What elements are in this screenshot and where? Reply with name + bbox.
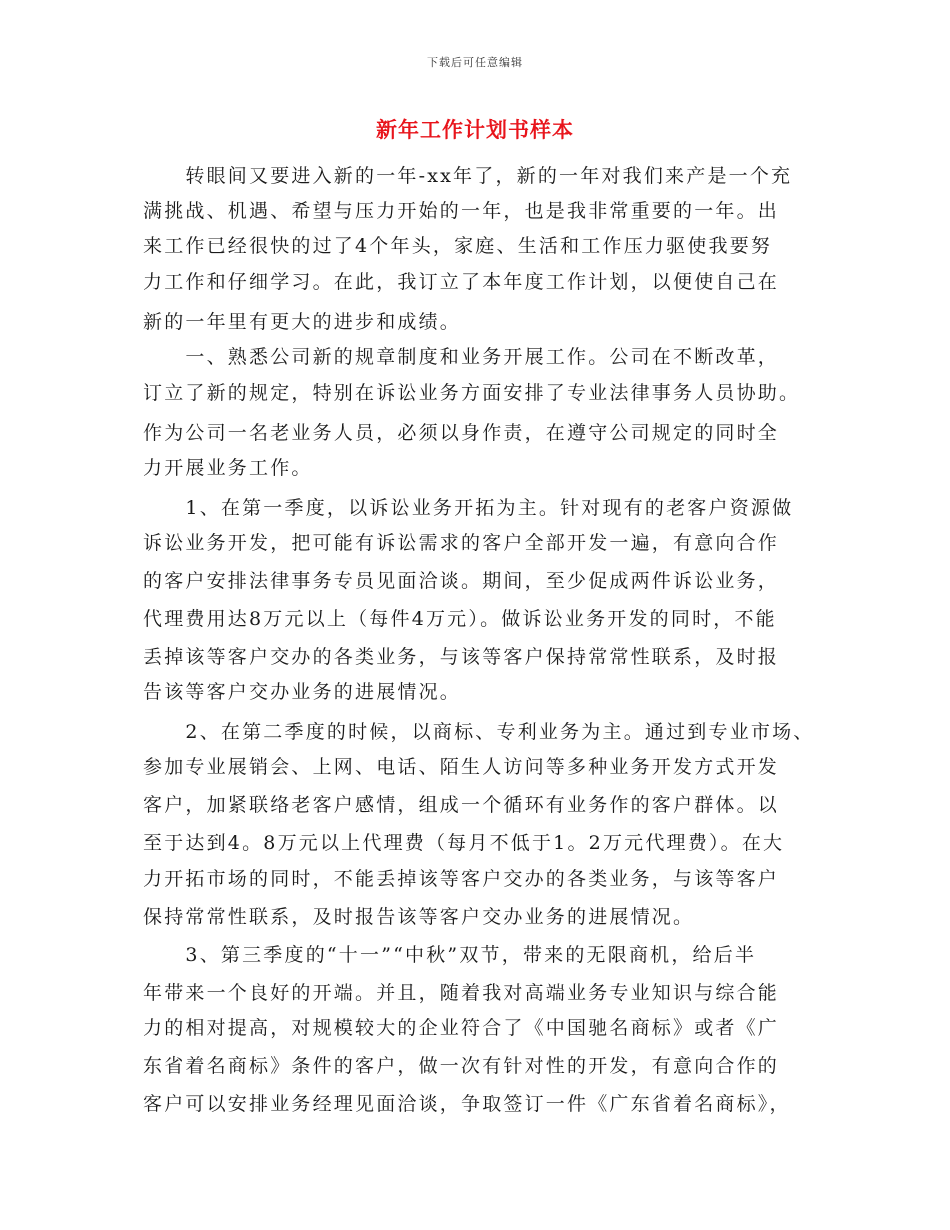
body-line: 年带来一个良好的开端。并且，随着我对高端业务专业知识与综合能 [143,982,780,1004]
body-line: 客户可以安排业务经理见面洽谈，争取签订一件《广东省着名商标》， [143,1093,791,1115]
body-line: 诉讼业务开发，把可能有诉讼需求的客户全部开发一遍，有意向合作 [143,532,780,554]
body-line: 东省着名商标》条件的客户，做一次有针对性的开发，有意向合作的 [143,1055,780,1077]
body-line: 满挑战、机遇、希望与压力开始的一年，也是我非常重要的一年。出 [143,200,780,222]
body-line: 力工作和仔细学习。在此，我订立了本年度工作计划，以便使自己在 [143,271,780,293]
body-line: 丢掉该等客户交办的各类业务，与该等客户保持常常性联系，及时报 [143,646,780,668]
body-line: 保持常常性联系，及时报告该等客户交办业务的进展情况。 [143,906,695,928]
body-line: 3、第三季度的“十一”“中秋”双节，带来的无限商机，给后半 [143,944,757,966]
body-line: 来工作已经很快的过了4个年头，家庭、生活和工作压力驱使我要努 [143,235,773,257]
body-line: 力开展业务工作。 [143,457,313,479]
document-title: 新年工作计划书样本 [376,117,574,142]
body-line: 告该等客户交办业务的进展情况。 [143,681,462,703]
body-line: 力的相对提高，对规模较大的企业符合了《中国驰名商标》或者《广 [143,1017,780,1039]
body-line: 代理费用达8万元以上（每件4万元）。做诉讼业务开发的同时，不能 [143,608,777,630]
body-line: 订立了新的规定，特别在诉讼业务方面安排了专业法律事务人员协助。 [143,382,801,404]
body-line: 2、在第二季度的时候，以商标、专利业务为主。通过到专业市场、 [143,721,815,743]
body-line: 新的一年里有更大的进步和成绩。 [143,311,462,333]
body-line: 客户，加紧联络老客户感情，组成一个循环有业务作的客户群体。以 [143,794,780,816]
body-line: 力开拓市场的同时，不能丢掉该等客户交办的各类业务，与该等客户 [143,868,780,890]
body-line: 参加专业展销会、上网、电话、陌生人访问等多种业务开发方式开发 [143,756,780,778]
body-line: 转眼间又要进入新的一年-xx年了，新的一年对我们来产是一个充 [143,165,793,187]
body-line: 1、在第一季度，以诉讼业务开拓为主。针对现有的老客户资源做 [143,497,794,519]
body-line: 至于达到4。8万元以上代理费（每月不低于1。2万元代理费）。在大 [143,832,785,854]
body-line: 一、熟悉公司新的规章制度和业务开展工作。公司在不断改革， [143,346,780,368]
body-line: 作为公司一名老业务人员，必须以身作责，在遵守公司规定的同时全 [143,422,780,444]
page-header: 下载后可任意编辑 [427,56,523,69]
body-line: 的客户安排法律事务专员见面洽谈。期间，至少促成两件诉讼业务， [143,570,780,592]
